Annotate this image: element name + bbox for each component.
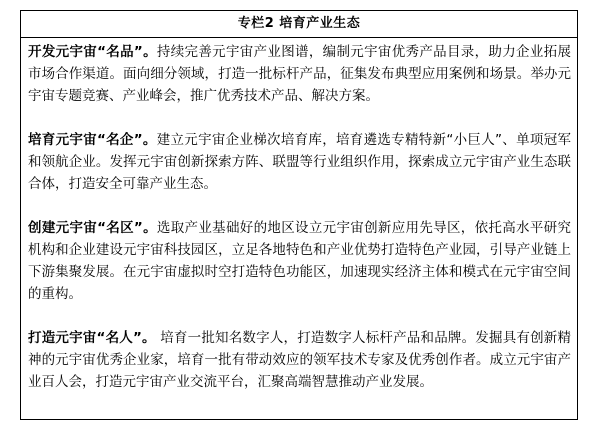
paragraph-famous-people (28, 327, 571, 393)
paragraph-heading: 培育元宇宙“名企”。 (28, 132, 157, 148)
paragraph-heading: 打造元宇宙“名人”。 (28, 330, 156, 346)
paragraph-text: 选取产业基础好的地区设立元宇宙创新应用先导区，依托高水平研究机构和企业建设元宇宙科技园区，立足各地特色和产业优势打造特色产业园，引导产业链上下游集聚发展。在元宇宙虚拟时空打造特色功能区，加速现实经济主体和模式在元宇宙空间的重构。 (28, 220, 571, 302)
paragraph-text: 培育一批知名数字人，打造数字人标杆产品和品牌。发掘具有创新精神的元宇宙优秀企业家，培育一批有带动效应的领军技术专家及优秀创作者。成立元宇宙产业百人会，打造元宇宙产业交流平台，汇聚高端智慧推动产业发展。 (28, 330, 571, 390)
paragraph-heading: 开发元宇宙“名品”。 (28, 44, 157, 60)
paragraph-text: 建立元宇宙企业梯次培育库，培育遴选专精特新“小巨人”、单项冠军和领航企业。发挥元宇宙创新探索方阵、联盟等行业组织作用，探索成立元宇宙产业生态联合体，打造安全可靠产业生态。 (28, 132, 571, 192)
paragraph-text: 持续完善元宇宙产业图谱，编制元宇宙优秀产品目录，助力企业拓展市场合作渠道。面向细分领域，打造一批标杆产品，征集发布典型应用案例和场景。举办元宇宙专题竞赛、产业峰会，推广优秀技术产品、解决方案。 (28, 44, 571, 104)
column-body (21, 38, 577, 393)
column-title: 专栏2 培育产业生态 (21, 11, 577, 38)
paragraph-famous-enterprises (28, 129, 571, 195)
paragraph-famous-zones (28, 217, 571, 305)
paragraph-heading: 创建元宇宙“名区”。 (28, 220, 157, 236)
column-box (20, 10, 578, 420)
paragraph-famous-products (28, 41, 571, 107)
